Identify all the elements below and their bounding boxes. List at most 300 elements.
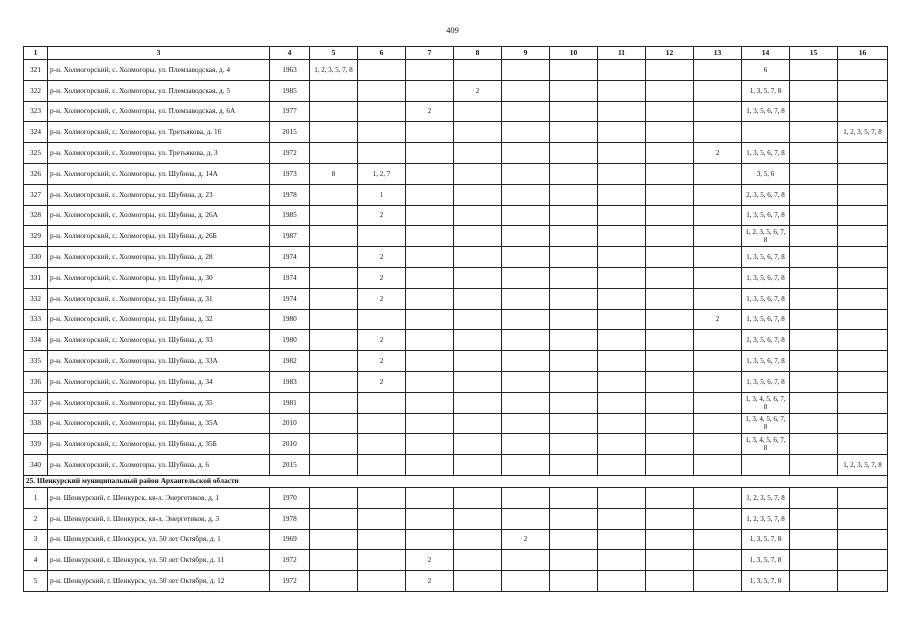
col-15-cell — [790, 205, 838, 226]
col-16-cell — [838, 205, 888, 226]
col-10-cell — [550, 288, 598, 309]
col-13-cell — [694, 529, 742, 550]
address-cell: р-н. Шенкурский, г. Шенкурск, кв-л. Энергетиков, д. 3 — [48, 508, 270, 529]
col-14-cell: 1, 3, 4, 5, 6, 7, 8 — [742, 392, 790, 413]
year-cell: 1970 — [270, 487, 310, 508]
row-number-cell: 329 — [24, 226, 48, 247]
col-14-cell: 1, 3, 5, 7, 8 — [742, 550, 790, 571]
col-12-cell — [646, 163, 694, 184]
col-14-cell: 1, 3, 4, 5, 6, 7, 8 — [742, 413, 790, 434]
col-7-cell: 2 — [406, 571, 454, 592]
col-5-cell — [310, 571, 358, 592]
col-11-cell — [598, 487, 646, 508]
col-6-cell: 2 — [358, 371, 406, 392]
row-number-cell: 2 — [24, 508, 48, 529]
col-9-cell — [502, 60, 550, 81]
col-15-cell — [790, 288, 838, 309]
col-14-cell: 1, 3, 5, 6, 7, 8 — [742, 288, 790, 309]
col-6-cell — [358, 529, 406, 550]
table-row — [24, 184, 888, 205]
year-cell: 1983 — [270, 371, 310, 392]
col-7-cell: 2 — [406, 550, 454, 571]
col-16-cell: 1, 2, 3, 5, 7, 8 — [838, 455, 888, 476]
col-10-cell — [550, 309, 598, 330]
col-14-cell: 2, 3, 5, 6, 7, 8 — [742, 184, 790, 205]
col-8-cell — [454, 571, 502, 592]
row-number-cell: 331 — [24, 267, 48, 288]
col-11-cell — [598, 163, 646, 184]
address-cell: р-н. Холмогорский, с. Холмогоры, ул. Шубина, д. 33А — [48, 351, 270, 372]
col-6-cell — [358, 101, 406, 122]
col-6-cell — [358, 122, 406, 143]
address-cell: р-н. Холмогорский, с. Холмогоры, ул. Шубина, д. 26А — [48, 205, 270, 226]
col-9-cell — [502, 122, 550, 143]
col-13-cell — [694, 184, 742, 205]
table-row — [24, 122, 888, 143]
col-12-cell — [646, 288, 694, 309]
col-12-cell — [646, 101, 694, 122]
year-cell: 2010 — [270, 413, 310, 434]
col-12-cell — [646, 184, 694, 205]
col-6-cell — [358, 455, 406, 476]
col-16-cell — [838, 487, 888, 508]
col-11-cell — [598, 143, 646, 164]
address-cell: р-н. Холмогорский, с. Холмогоры, ул. Шубина, д. 26Б — [48, 226, 270, 247]
col-9-cell — [502, 247, 550, 268]
col-7-cell — [406, 351, 454, 372]
address-cell: р-н. Холмогорский, с. Холмогоры, ул. Шубина, д. 30 — [48, 267, 270, 288]
col-7-cell — [406, 309, 454, 330]
address-cell: р-н. Холмогорский, с. Холмогоры, ул. Шубина, д. 31 — [48, 288, 270, 309]
address-cell: р-н. Холмогорский, с. Холмогоры, ул. Третьякова, д. 16 — [48, 122, 270, 143]
col-8-cell: 2 — [454, 80, 502, 101]
col-7-cell — [406, 487, 454, 508]
col-9-cell — [502, 267, 550, 288]
col-5-cell: 1, 2, 3, 5, 7, 8 — [310, 60, 358, 81]
col-9-cell — [502, 226, 550, 247]
col-8-cell — [454, 434, 502, 455]
column-header-4: 4 — [270, 47, 310, 60]
address-cell: р-н. Шенкурский, г. Шенкурск, ул. 50 лет Октября, д. 1 — [48, 529, 270, 550]
col-5-cell — [310, 309, 358, 330]
table-row — [24, 143, 888, 164]
col-8-cell — [454, 351, 502, 372]
col-14-cell: 1, 3, 5, 6, 7, 8 — [742, 330, 790, 351]
col-5-cell — [310, 487, 358, 508]
col-8-cell — [454, 288, 502, 309]
col-12-cell — [646, 267, 694, 288]
year-cell: 1977 — [270, 101, 310, 122]
col-13-cell — [694, 392, 742, 413]
col-16-cell — [838, 508, 888, 529]
col-11-cell — [598, 330, 646, 351]
column-header-8: 8 — [454, 47, 502, 60]
col-15-cell — [790, 122, 838, 143]
address-cell: р-н. Холмогорский, с. Холмогоры, ул. Племзаводская, д. 6А — [48, 101, 270, 122]
col-11-cell — [598, 508, 646, 529]
col-11-cell — [598, 309, 646, 330]
col-15-cell — [790, 60, 838, 81]
col-11-cell — [598, 101, 646, 122]
col-8-cell — [454, 550, 502, 571]
col-7-cell — [406, 80, 454, 101]
address-cell: р-н. Холмогорский, с. Холмогоры, ул. Шубина, д. 6 — [48, 455, 270, 476]
col-9-cell — [502, 371, 550, 392]
col-16-cell — [838, 226, 888, 247]
col-8-cell — [454, 455, 502, 476]
col-14-cell: 1, 3, 5, 6, 7, 8 — [742, 351, 790, 372]
col-15-cell — [790, 80, 838, 101]
col-6-cell: 1 — [358, 184, 406, 205]
col-16-cell — [838, 184, 888, 205]
col-7-cell — [406, 205, 454, 226]
col-13-cell — [694, 101, 742, 122]
address-cell: р-н. Холмогорский, с. Холмогоры, ул. Племзаводская, д. 4 — [48, 60, 270, 81]
col-13-cell — [694, 267, 742, 288]
col-9-cell — [502, 392, 550, 413]
col-5-cell — [310, 226, 358, 247]
col-10-cell — [550, 487, 598, 508]
col-16-cell — [838, 163, 888, 184]
col-5-cell — [310, 508, 358, 529]
col-10-cell — [550, 413, 598, 434]
col-14-cell: 1, 3, 5, 7, 8 — [742, 80, 790, 101]
row-number-cell: 325 — [24, 143, 48, 164]
col-13-cell — [694, 205, 742, 226]
col-8-cell — [454, 60, 502, 81]
address-cell: р-н. Холмогорский, с. Холмогоры, ул. Шубина, д. 28 — [48, 247, 270, 268]
col-9-cell — [502, 351, 550, 372]
row-number-cell: 327 — [24, 184, 48, 205]
page-number: 409 — [446, 25, 459, 35]
col-12-cell — [646, 309, 694, 330]
column-header-1: 1 — [24, 47, 48, 60]
table-row — [24, 508, 888, 529]
column-header-5: 5 — [310, 47, 358, 60]
table-row — [24, 309, 888, 330]
col-14-cell: 1, 2, 3, 5, 6, 7, 8 — [742, 226, 790, 247]
col-9-cell — [502, 413, 550, 434]
col-6-cell: 1, 2, 7 — [358, 163, 406, 184]
col-7-cell — [406, 434, 454, 455]
col-6-cell — [358, 226, 406, 247]
year-cell: 1972 — [270, 143, 310, 164]
col-15-cell — [790, 247, 838, 268]
col-10-cell — [550, 60, 598, 81]
col-12-cell — [646, 143, 694, 164]
col-6-cell — [358, 571, 406, 592]
col-12-cell — [646, 351, 694, 372]
col-16-cell — [838, 143, 888, 164]
col-10-cell — [550, 392, 598, 413]
col-7-cell — [406, 247, 454, 268]
column-header-7: 7 — [406, 47, 454, 60]
row-number-cell: 1 — [24, 487, 48, 508]
col-12-cell — [646, 80, 694, 101]
col-14-cell: 6 — [742, 60, 790, 81]
col-14-cell — [742, 122, 790, 143]
col-6-cell: 2 — [358, 351, 406, 372]
col-11-cell — [598, 434, 646, 455]
col-12-cell — [646, 60, 694, 81]
col-14-cell: 1, 3, 5, 6, 7, 8 — [742, 205, 790, 226]
col-11-cell — [598, 351, 646, 372]
row-number-cell: 339 — [24, 434, 48, 455]
row-number-cell: 338 — [24, 413, 48, 434]
year-cell: 2010 — [270, 434, 310, 455]
col-15-cell — [790, 330, 838, 351]
table-row — [24, 101, 888, 122]
col-16-cell — [838, 434, 888, 455]
col-9-cell — [502, 571, 550, 592]
col-14-cell: 1, 3, 5, 7, 8 — [742, 529, 790, 550]
col-7-cell — [406, 392, 454, 413]
col-16-cell — [838, 371, 888, 392]
col-15-cell — [790, 184, 838, 205]
col-7-cell — [406, 163, 454, 184]
col-12-cell — [646, 529, 694, 550]
address-cell: р-н. Холмогорский, с. Холмогоры, ул. Шубина, д. 23 — [48, 184, 270, 205]
col-11-cell — [598, 60, 646, 81]
col-11-cell — [598, 184, 646, 205]
table-row — [24, 487, 888, 508]
col-15-cell — [790, 392, 838, 413]
col-12-cell — [646, 122, 694, 143]
col-13-cell — [694, 80, 742, 101]
col-8-cell — [454, 226, 502, 247]
col-11-cell — [598, 392, 646, 413]
table-row — [24, 571, 888, 592]
col-5-cell — [310, 205, 358, 226]
col-14-cell: 1, 3, 5, 6, 7, 8 — [742, 309, 790, 330]
col-15-cell — [790, 163, 838, 184]
col-12-cell — [646, 392, 694, 413]
col-13-cell — [694, 288, 742, 309]
col-9-cell — [502, 330, 550, 351]
col-11-cell — [598, 571, 646, 592]
col-16-cell — [838, 60, 888, 81]
column-header-13: 13 — [694, 47, 742, 60]
col-6-cell — [358, 487, 406, 508]
col-12-cell — [646, 487, 694, 508]
col-12-cell — [646, 508, 694, 529]
row-number-cell: 3 — [24, 529, 48, 550]
col-11-cell — [598, 455, 646, 476]
table-row — [24, 205, 888, 226]
year-cell: 1985 — [270, 80, 310, 101]
col-13-cell — [694, 550, 742, 571]
col-5-cell — [310, 529, 358, 550]
col-7-cell — [406, 455, 454, 476]
col-10-cell — [550, 330, 598, 351]
col-9-cell — [502, 508, 550, 529]
year-cell: 1973 — [270, 163, 310, 184]
col-5-cell — [310, 413, 358, 434]
col-16-cell — [838, 309, 888, 330]
col-5-cell — [310, 330, 358, 351]
col-9-cell — [502, 184, 550, 205]
col-11-cell — [598, 413, 646, 434]
table-row — [24, 455, 888, 476]
col-15-cell — [790, 571, 838, 592]
year-cell: 1974 — [270, 267, 310, 288]
col-10-cell — [550, 80, 598, 101]
col-13-cell — [694, 351, 742, 372]
col-8-cell — [454, 487, 502, 508]
col-12-cell — [646, 330, 694, 351]
year-cell: 1985 — [270, 205, 310, 226]
row-number-cell: 333 — [24, 309, 48, 330]
row-number-cell: 332 — [24, 288, 48, 309]
year-cell: 1963 — [270, 60, 310, 81]
row-number-cell: 4 — [24, 550, 48, 571]
address-cell: р-н. Холмогорский, с. Холмогоры, ул. Шубина, д. 32 — [48, 309, 270, 330]
col-16-cell — [838, 80, 888, 101]
col-7-cell — [406, 371, 454, 392]
col-11-cell — [598, 205, 646, 226]
row-number-cell: 323 — [24, 101, 48, 122]
col-11-cell — [598, 122, 646, 143]
col-10-cell — [550, 226, 598, 247]
address-cell: р-н. Холмогорский, с. Холмогоры, ул. Третьякова, д. 3 — [48, 143, 270, 164]
col-11-cell — [598, 80, 646, 101]
col-6-cell: 2 — [358, 267, 406, 288]
col-9-cell — [502, 487, 550, 508]
col-6-cell: 2 — [358, 288, 406, 309]
year-cell: 1978 — [270, 508, 310, 529]
column-header-6: 6 — [358, 47, 406, 60]
col-16-cell — [838, 247, 888, 268]
col-8-cell — [454, 508, 502, 529]
col-16-cell — [838, 288, 888, 309]
col-6-cell — [358, 143, 406, 164]
col-8-cell — [454, 529, 502, 550]
year-cell: 2015 — [270, 455, 310, 476]
address-cell: р-н. Холмогорский, с. Холмогоры, ул. Племзаводская, д. 5 — [48, 80, 270, 101]
col-15-cell — [790, 550, 838, 571]
column-header-14: 14 — [742, 47, 790, 60]
col-5-cell — [310, 80, 358, 101]
col-12-cell — [646, 205, 694, 226]
col-10-cell — [550, 205, 598, 226]
year-cell: 1972 — [270, 550, 310, 571]
table-header-row — [24, 47, 888, 60]
col-9-cell — [502, 434, 550, 455]
col-11-cell — [598, 371, 646, 392]
col-5-cell — [310, 455, 358, 476]
col-12-cell — [646, 247, 694, 268]
table-row — [24, 434, 888, 455]
table-row — [24, 529, 888, 550]
row-number-cell: 335 — [24, 351, 48, 372]
address-cell: р-н. Шенкурский, г. Шенкурск, ул. 50 лет Октября, д. 12 — [48, 571, 270, 592]
col-14-cell: 1, 3, 5, 7, 8 — [742, 571, 790, 592]
table-row — [24, 371, 888, 392]
year-cell: 1972 — [270, 571, 310, 592]
col-16-cell — [838, 267, 888, 288]
table-row — [24, 392, 888, 413]
col-14-cell: 1, 3, 5, 6, 7, 8 — [742, 267, 790, 288]
col-8-cell — [454, 267, 502, 288]
col-13-cell: 2 — [694, 143, 742, 164]
col-13-cell — [694, 163, 742, 184]
col-15-cell — [790, 309, 838, 330]
col-11-cell — [598, 288, 646, 309]
address-cell: р-н. Холмогорский, с. Холмогоры, ул. Шубина, д. 33 — [48, 330, 270, 351]
col-10-cell — [550, 371, 598, 392]
col-15-cell — [790, 434, 838, 455]
address-cell: р-н. Холмогорский, с. Холмогоры, ул. Шубина, д. 35А — [48, 413, 270, 434]
col-7-cell — [406, 288, 454, 309]
col-8-cell — [454, 184, 502, 205]
col-15-cell — [790, 101, 838, 122]
col-15-cell — [790, 267, 838, 288]
col-14-cell: 1, 3, 5, 6, 7, 8 — [742, 371, 790, 392]
col-10-cell — [550, 529, 598, 550]
col-11-cell — [598, 226, 646, 247]
table-row — [24, 247, 888, 268]
col-6-cell: 2 — [358, 247, 406, 268]
col-8-cell — [454, 392, 502, 413]
col-14-cell: 1, 2, 3, 5, 7, 8 — [742, 508, 790, 529]
col-5-cell — [310, 247, 358, 268]
col-5-cell — [310, 101, 358, 122]
col-16-cell — [838, 413, 888, 434]
col-6-cell — [358, 80, 406, 101]
col-12-cell — [646, 434, 694, 455]
row-number-cell: 337 — [24, 392, 48, 413]
col-15-cell — [790, 508, 838, 529]
col-14-cell: 1, 3, 5, 6, 7, 8 — [742, 101, 790, 122]
col-16-cell — [838, 571, 888, 592]
section-title: 25. Шенкурский муниципальный район Архангельской области — [24, 475, 888, 487]
address-cell: р-н. Холмогорский, с. Холмогоры, ул. Шубина, д. 34 — [48, 371, 270, 392]
col-13-cell — [694, 226, 742, 247]
col-8-cell — [454, 163, 502, 184]
col-10-cell — [550, 434, 598, 455]
col-9-cell — [502, 163, 550, 184]
col-8-cell — [454, 122, 502, 143]
col-11-cell — [598, 247, 646, 268]
col-16-cell — [838, 330, 888, 351]
col-7-cell — [406, 184, 454, 205]
col-16-cell — [838, 392, 888, 413]
col-16-cell — [838, 529, 888, 550]
col-7-cell — [406, 122, 454, 143]
col-5-cell — [310, 351, 358, 372]
col-13-cell — [694, 413, 742, 434]
table-row — [24, 550, 888, 571]
column-header-10: 10 — [550, 47, 598, 60]
col-14-cell: 1, 2, 3, 5, 7, 8 — [742, 487, 790, 508]
col-5-cell — [310, 434, 358, 455]
table-row — [24, 351, 888, 372]
col-6-cell — [358, 309, 406, 330]
col-10-cell — [550, 455, 598, 476]
col-10-cell — [550, 122, 598, 143]
col-13-cell — [694, 571, 742, 592]
col-15-cell — [790, 529, 838, 550]
col-13-cell — [694, 455, 742, 476]
row-number-cell: 324 — [24, 122, 48, 143]
col-5-cell — [310, 122, 358, 143]
col-8-cell — [454, 205, 502, 226]
row-number-cell: 336 — [24, 371, 48, 392]
table-row — [24, 330, 888, 351]
year-cell: 1987 — [270, 226, 310, 247]
col-8-cell — [454, 330, 502, 351]
col-15-cell — [790, 351, 838, 372]
